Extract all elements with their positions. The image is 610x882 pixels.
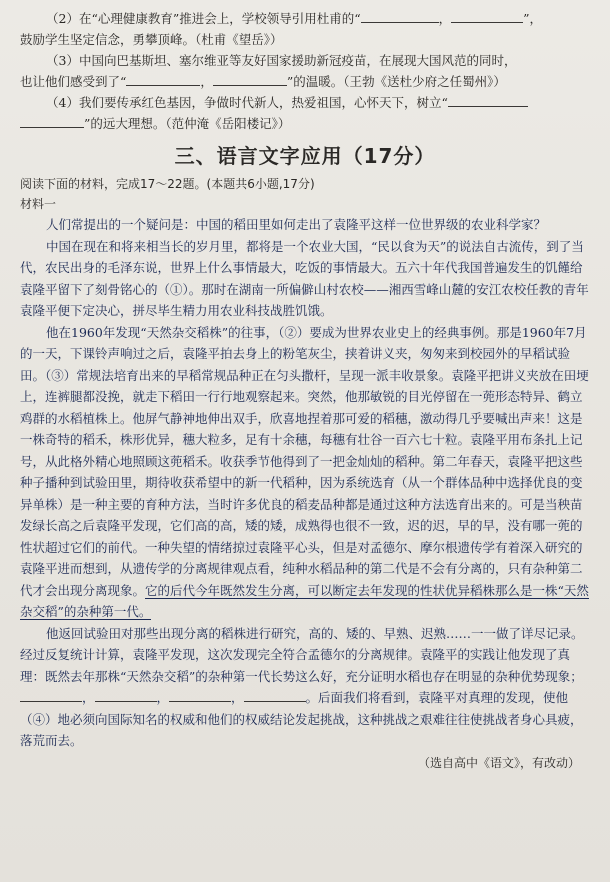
answer-blank[interactable] — [361, 8, 439, 23]
instructions: 阅读下面的材料，完成17～22题。(本题共6小题,17分) — [20, 177, 315, 191]
q2-text-c: ”， — [523, 11, 543, 26]
q4-text-b: ”的远大理想。（范仲淹《岳阳楼记》） — [84, 116, 291, 131]
material-label: 材料一 — [20, 197, 57, 211]
passage-paragraph-4: 他返回试验田对那些出现分离的稻株进行研究，高的、矮的、早熟、迟熟……一一做了详尽记录。经过反复统计计算，袁隆平发现，这次发现完全符合孟德尔的分离规律。袁隆平的实践让他发现了真理：既然去年那株“天然杂交稻”的杂种第一代长势这么好，充分证明水稻也存在明显的杂种优势现象；， ， ， 。后面我们将看到，袁隆平对真理的发现，使他（④）地必须向国际知名的权威和他们的权威结论发起挑战，这种挑战之艰难往往使挑战者身心具疲，落荒而去。 — [20, 625, 584, 748]
answer-blank[interactable] — [451, 8, 523, 23]
q3-text-c: ， — [200, 74, 213, 89]
question-3 — [20, 50, 590, 92]
q4-text-a: （4）我们要传承红色基因，争做时代新人，热爱祖国，心怀天下，树立“ — [46, 95, 448, 110]
paragraph-3-text: 他在1960年发现“天然杂交稻株”的往事，（②）要成为世界农业史上的经典事例。那是1960年7月的一天，下课铃声响过之后，袁隆平拍去身上的粉笔灰尘，挟着讲义夹，匆匆来到校园外的早稻试验田。（③）常规法培育出来的早稻常规品种正在匀头撒杆，呈现一派丰收景象。袁隆平把讲义夹放在田埂上，连裤腿都没挽，就走下稻田一行行地观察起来。突然，他那敏锐的目光停留在一蔸形态特异、鹤立鸡群的水稻植株上。他屏气静神地伸出双手，欣喜地捏着那可爱的稻穗，激动得几乎要喊出声来！这是一株奇特的稻禾，株形优异，穗大粒多，足有十余穗，每穗有壮谷一百六七十粒。袁隆平用布条扎上记号，从此格外精心地照顾这蔸稻禾。收获季节他得到了一把金灿灿的稻种。第二年春天，袁隆平把这些种子播种到试验田里，期待收获希望中的新一代稻种，因为系统选育（从一个群体品种中选择优良的变异单株）是一种主要的育种方法，当时许多优良的稻麦品种都是通过这种方法选育出来的。可是当秧苗发绿长高之后袁隆平发现，它们高的高，矮的矮，成熟得也很不一致，迟的迟，早的早，没有哪一蔸的性状超过它们的前代。一种失望的情绪掠过袁隆平心头，但是对孟德尔、摩尔根遗传学有着深入研究的袁隆平进而想到，从遗传学的分离规律观点看，纯种水稻品种的第二代是不会有分离的，只有杂种第二代才会出现分离现象。 — [20, 324, 589, 598]
passage-paragraph-3 — [20, 322, 590, 623]
source-note: （选自高中《语文》，有改动） — [417, 755, 580, 770]
question-2 — [20, 8, 590, 50]
section-title: 三、语言文字应用（17分） — [174, 144, 436, 168]
question-4 — [20, 92, 590, 134]
passage-paragraph-1: 人们常提出的一个疑问是：中国的稻田里如何走出了袁隆平这样一位世界级的农业科学家？ — [46, 217, 547, 232]
q3-text-d: ”的温暖。（王勃《送杜少府之任蜀州》） — [286, 74, 506, 89]
q2-text-b: ， — [438, 11, 452, 26]
answer-blank[interactable] — [20, 113, 84, 128]
answer-blank[interactable] — [213, 71, 287, 86]
q3-text-b: 也让他们感受到了“ — [20, 74, 127, 89]
answer-blank[interactable] — [20, 687, 82, 702]
answer-blank[interactable] — [126, 71, 200, 86]
q2-text-d: 鼓励学生坚定信念，勇攀顶峰。（杜甫《望岳》） — [20, 32, 283, 47]
underlined-sentence: 它的后代今年既然发生分离，可以断定去年发现的性状优异稻株那么是一株“天然杂交稻”的杂种第一代。 — [20, 582, 589, 619]
paragraph-4-text-a: 他返回试验田对那些出现分离的稻株进行研究，高的、矮的、早熟、迟熟……一一做了详尽记录。经过反复统计计算，袁隆平发现，这次发现完全符合孟德尔的分离规律。袁隆平的实践让他发现了真理：既然去年那株“天然杂交稻”的杂种第一代长势这么好，充分证明水稻也存在明显的杂种优势现象； — [20, 625, 584, 684]
q3-text-a: （3）中国向巴基斯坦、塞尔维亚等友好国家援助新冠疫苗，在展现大国风范的同时， — [46, 53, 517, 68]
answer-blank[interactable] — [244, 687, 306, 702]
passage-paragraph-2: 中国在现在和将来相当长的岁月里，都将是一个农业大国，“民以食为天”的说法自古流传，到了当代，农民出身的毛泽东说，世界上什么事情最大，吃饭的事情最大。五六十年代我国普遍发生的饥饉给袁隆平留下了刻骨铭心的（①）。那时在湖南一所偏僻山村农校——湘西雪峰山麓的安江农校任教的青年袁隆平便下定决心，拼尽毕生精力用农业科技战胜饥饿。 — [20, 238, 589, 318]
q2-text-a: （2）在“心理健康教育”推进会上，学校领导引用杜甫的“ — [46, 11, 361, 26]
answer-blank[interactable] — [448, 92, 528, 107]
answer-blank[interactable] — [169, 687, 231, 702]
passage — [20, 214, 590, 752]
answer-blank[interactable] — [95, 687, 157, 702]
paragraph-4-text-b: 。后面我们将看到，袁隆平对真理的发现，使他（④）地必须向国际知名的权威和他们的权威结论发起挑战，这种挑战之艰难往往使挑战者身心具疲，落荒而去。 — [20, 690, 583, 748]
